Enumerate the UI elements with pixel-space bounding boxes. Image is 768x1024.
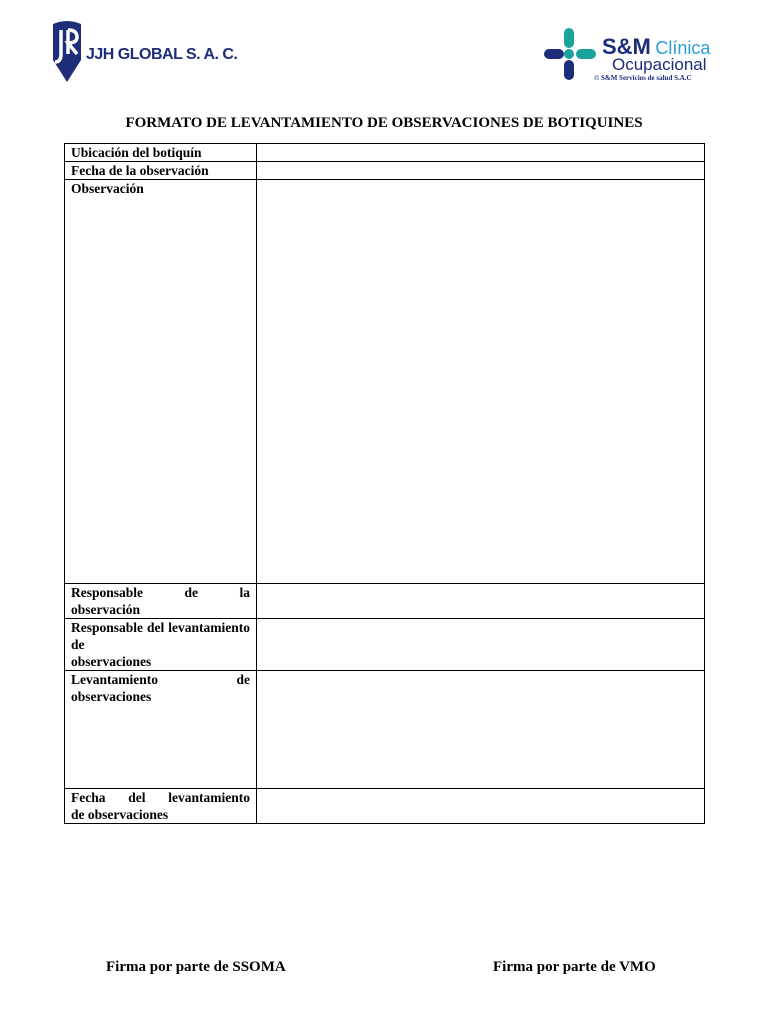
brand-sm: S&M bbox=[602, 34, 651, 59]
label-fecha-observacion: Fecha de la observación bbox=[65, 162, 257, 180]
field-fecha-levantamiento[interactable] bbox=[257, 789, 705, 824]
jjh-global-logo bbox=[50, 20, 238, 84]
label-line: observaciones bbox=[71, 689, 152, 704]
table-row bbox=[65, 180, 705, 584]
brand-tagline: © S&M Servicios de salud S.A.C bbox=[594, 74, 692, 82]
medical-cross-icon bbox=[542, 26, 598, 82]
field-observacion[interactable] bbox=[257, 180, 705, 584]
signature-ssoma: Firma por parte de SSOMA bbox=[106, 959, 286, 975]
field-levantamiento-observaciones[interactable] bbox=[257, 671, 705, 789]
label-line: Responsable de la bbox=[71, 585, 250, 600]
table-row bbox=[65, 144, 705, 162]
label-line: observación bbox=[71, 602, 140, 617]
table-row bbox=[65, 584, 705, 619]
label-observacion: Observación bbox=[65, 180, 257, 584]
brand-clinica: Clínica bbox=[655, 38, 711, 58]
table-row bbox=[65, 671, 705, 789]
document-title: FORMATO DE LEVANTAMIENTO DE OBSERVACIONES DE BOTIQUINES bbox=[125, 115, 643, 131]
jjh-shield-icon bbox=[50, 20, 84, 84]
field-ubicacion[interactable] bbox=[257, 144, 705, 162]
table-row bbox=[65, 789, 705, 824]
field-fecha-observacion[interactable] bbox=[257, 162, 705, 180]
observation-form-table bbox=[64, 143, 705, 824]
brand-ocupacional: Ocupacional bbox=[612, 55, 707, 74]
label-line: Fecha del levantamiento bbox=[71, 790, 250, 805]
label-responsable-observacion bbox=[65, 584, 257, 619]
label-responsable-levantamiento bbox=[65, 619, 257, 671]
label-levantamiento-observaciones bbox=[65, 671, 257, 789]
company-name: JJH GLOBAL S. A. C. bbox=[86, 46, 238, 63]
label-line: Responsable del levantamiento de bbox=[71, 620, 250, 652]
table-row bbox=[65, 619, 705, 671]
field-responsable-observacion[interactable] bbox=[257, 584, 705, 619]
label-line: Levantamiento de bbox=[71, 672, 250, 687]
label-line: de observaciones bbox=[71, 807, 169, 822]
label-line: observaciones bbox=[71, 654, 152, 669]
sm-clinica-logo bbox=[542, 26, 722, 86]
signature-vmo: Firma por parte de VMO bbox=[493, 959, 656, 975]
table-row bbox=[65, 162, 705, 180]
label-fecha-levantamiento bbox=[65, 789, 257, 824]
label-ubicacion: Ubicación del botiquín bbox=[65, 144, 257, 162]
field-responsable-levantamiento[interactable] bbox=[257, 619, 705, 671]
